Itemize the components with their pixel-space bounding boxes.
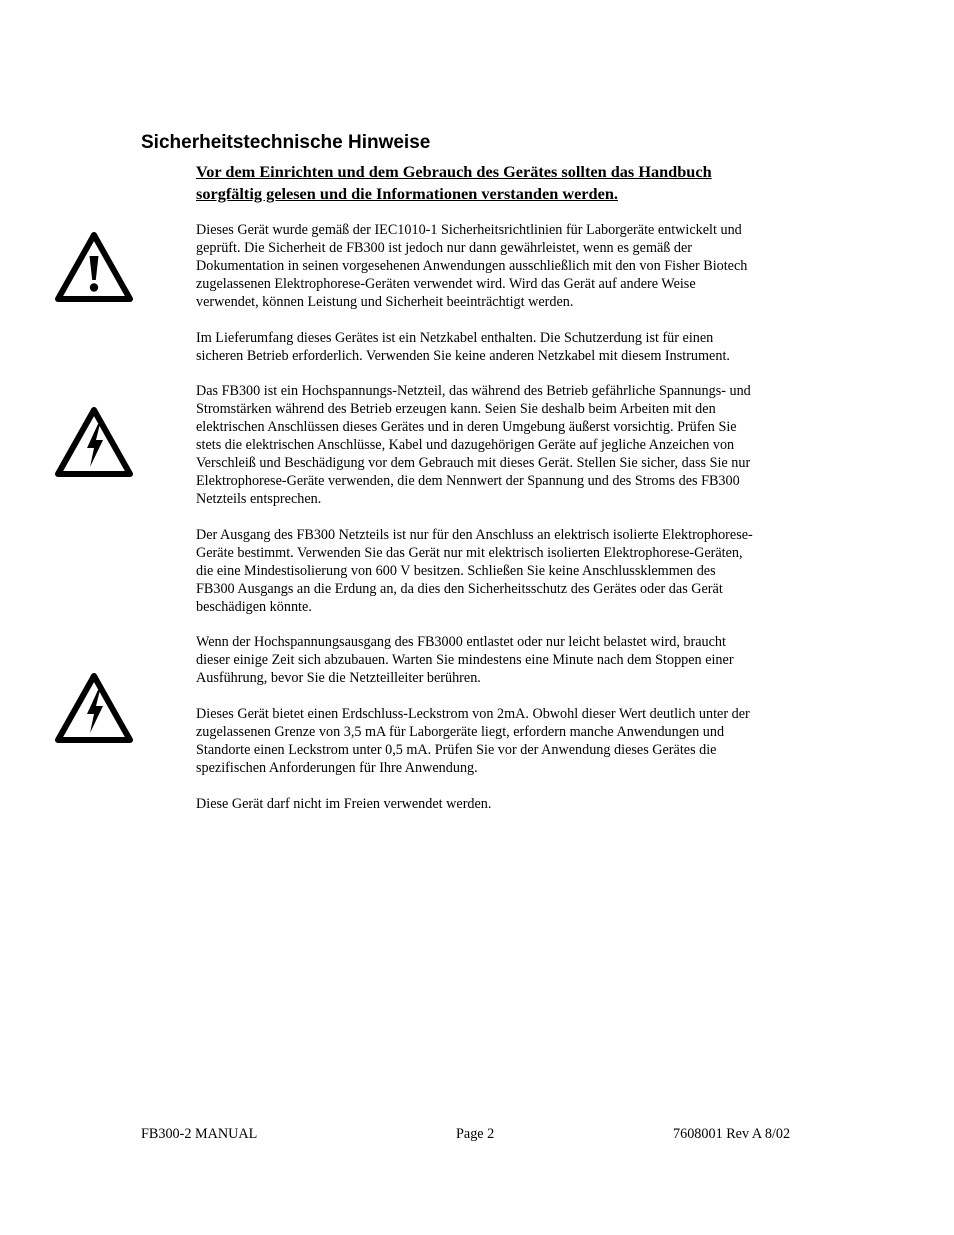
paragraph-discharge: [196, 633, 818, 687]
paragraph-outdoor-use: [196, 795, 818, 813]
text-line: Das FB300 ist ein Hochspannungs-Netzteil, das während des Betrieb gefährliche Spannungs- und: [196, 383, 751, 399]
text-line: Stromstärken während des Betrieb erzeugen kann. Seien Sie deshalb beim Arbeiten mit den: [196, 401, 716, 417]
text-line: Dieses Gerät bietet einen Erdschluss-Leckstrom von 2mA. Obwohl dieser Wert deutlich unter der: [196, 706, 750, 722]
text-line: Netzteils entsprechen.: [196, 491, 322, 507]
text-line: Ausführung, bevor Sie die Netzteilleiter berühren.: [196, 670, 481, 686]
paragraph-high-voltage: [196, 382, 818, 508]
paragraph-output-isolation: [196, 526, 818, 616]
subheading-line-1: Vor dem Einrichten und dem Gebrauch des Gerätes sollten das Handbuch: [196, 162, 712, 181]
subheading: [196, 161, 816, 205]
paragraph-safety-standard: [196, 221, 818, 311]
text-line: Dokumentation in seinen vorgesehenen Anwendungen ausschließlich mit den von Fisher Biotech: [196, 258, 748, 274]
text-line: Wenn der Hochspannungsausgang des FB3000 entlastet oder nur leicht belastet wird, braucht: [196, 634, 726, 650]
text-line: Geräte bestimmt. Verwenden Sie das Gerät nur mit elektrisch isolierten Elektrophorese-Geräten,: [196, 545, 743, 561]
text-line: zugelassenen Grenze von 3,5 mA für Laborgeräte liegt, erfordern manche Anwendungen und: [196, 724, 725, 740]
text-line: die eine Mindestisolierung von 600 V besitzen. Schließen Sie keine Anschlussklemmen des: [196, 563, 716, 579]
text-line: Verschleiß und Beschädigung vor dem Gebrauch mit dieses Gerät. Stellen Sie sicher, dass Sie nur: [196, 455, 751, 471]
text-line: spezifischen Anforderungen für Ihre Anwendung.: [196, 760, 478, 776]
text-line: Elektrophorese-Geräte verwenden, die dem Nennwert der Spannung und des Stroms des FB300: [196, 473, 740, 489]
high-voltage-icon: [55, 407, 133, 477]
warning-exclamation-icon: [55, 232, 133, 302]
text-line: zugelassenen Elektrophorese-Geräten verwendet wird. Wird das Gerät auf andere Weise: [196, 276, 696, 292]
text-line: beschädigen könnte.: [196, 599, 312, 615]
footer-page-number: Page 2: [456, 1126, 495, 1142]
text-line: Standorte einen Leckstrom unter 0,5 mA. Prüfen Sie vor der Anwendung dieses Gerätes die: [196, 742, 717, 758]
paragraph-leakage-current: [196, 705, 818, 777]
subheading-line-2: sorgfältig gelesen und die Informationen verstanden werden.: [196, 184, 618, 203]
text-line: verwendet, können Leistung und Sicherheit beeinträchtigt werden.: [196, 294, 574, 310]
text-line: Diese Gerät darf nicht im Freien verwendet werden.: [196, 796, 492, 812]
page-title: Sicherheitstechnische Hinweise: [141, 132, 431, 153]
text-line: FB300 Ausgangs an die Erdung an, da dies den Sicherheitsschutz des Gerätes oder das Gerät: [196, 581, 723, 597]
text-line: Dieses Gerät wurde gemäß der IEC1010-1 Sicherheitsrichtlinien für Laborgeräte entwickelt und: [196, 222, 742, 238]
paragraph-power-cord: [196, 329, 818, 365]
text-line: Der Ausgang des FB300 Netzteils ist nur für den Anschluss an elektrisch isolierte Elektrophorese-: [196, 527, 753, 543]
footer-revision: 7608001 Rev A 8/02: [673, 1126, 791, 1142]
text-line: Im Lieferumfang dieses Gerätes ist ein Netzkabel enthalten. Die Schutzerdung ist für einen: [196, 330, 714, 346]
high-voltage-icon: [55, 673, 133, 743]
footer-manual-name: FB300-2 MANUAL: [141, 1126, 258, 1142]
text-line: geprüft. Die Sicherheit de FB300 ist jedoch nur dann gewährleistet, wenn es gemäß der: [196, 240, 693, 256]
text-line: dieser einige Zeit sich abzubauen. Warten Sie mindestens eine Minute nach dem Stoppen einer: [196, 652, 734, 668]
text-line: sicheren Betrieb erforderlich. Verwenden Sie keine anderen Netzkabel mit diesem Instrument.: [196, 348, 730, 364]
text-line: stets die elektrischen Anschlüsse, Kabel und dazugehörigen Geräte auf jegliche Anzeichen von: [196, 437, 735, 453]
text-line: elektrischen Anschlüssen dieses Gerätes und in deren Umgebung äußerst vorsichtig. Prüfen Sie: [196, 419, 737, 435]
